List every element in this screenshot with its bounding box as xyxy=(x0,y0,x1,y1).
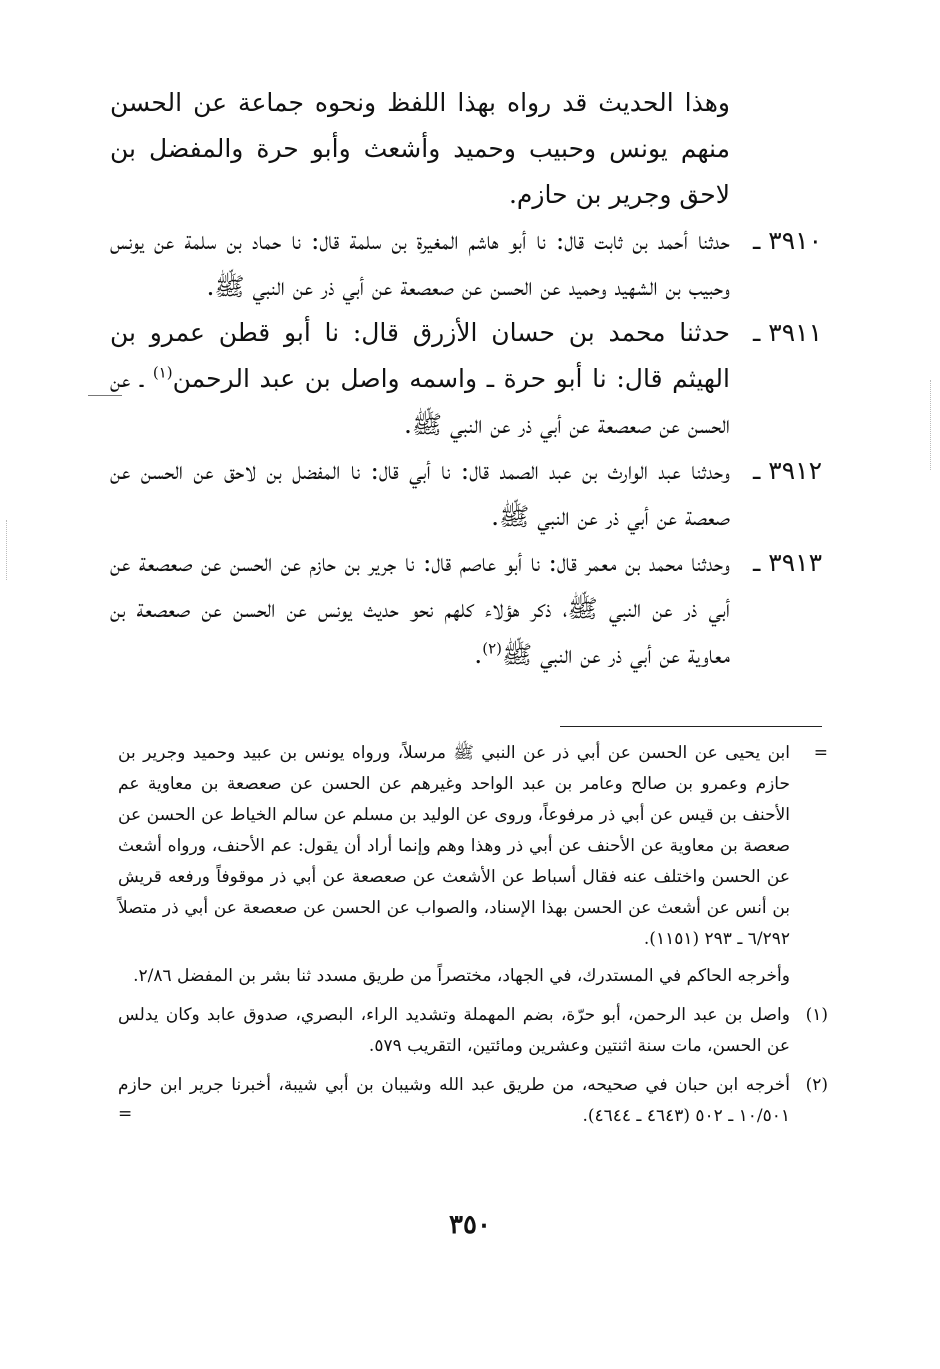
footnote-paragraph: وأخرجه الحاكم في المستدرك، في الجهاد، مختصراً من طريق مسدد ثنا بشر بن المفضل ٢/٨٦. xyxy=(133,966,790,986)
hadith-number: ٣٩١٠ ـ xyxy=(753,226,822,255)
hadith-number: ٣٩١٣ ـ xyxy=(753,548,822,577)
hadith-entry-3910 xyxy=(110,218,822,310)
hadith-text-part: . xyxy=(474,640,483,669)
intro-paragraph: وهذا الحديث قد رواه بهذا اللفظ ونحوه جماعة عن الحسن منهم يونس وحبيب وحميد وأشعث وأبو حرة والمفضل بن لاحق وجرير بن حازم. xyxy=(110,88,730,209)
footnote-ref-1: (١) xyxy=(152,363,173,382)
footnotes xyxy=(118,738,828,1132)
hadith-number: ٣٩١١ ـ xyxy=(753,318,822,347)
footnote-paragraph: ابن يحيى عن الحسن عن أبي ذر عن النبي ﷺ مرسلاً، ورواه يونس بن عبيد وحميد وجرير بن حازم وعمرو بن صالح وعامر بن عبد الواحد وغيرهم عن الحسن عن صعصعة بن معاوية عم الأحنف بن قيس عن أبي ذر مرفوعاً، وروى عن الوليد بن مسلم عن سالم الخياط عن الحسن عن صعصة بن معاوية عن الأحنف عن أبي ذر وهذا وهم وإنما أراد أن يقول: عم الأحنف، ورواه أشعث عن الحسن واختلف عنه فقال أسباط عن الأشعث عن صعصعة عن أبي ذر موقوفاً ورفعه قريش بن أنس عن أشعث عن الحسن بهذا الإسناد، والصواب عن الحسن عن صعصعة عن أبي ذر متصلاً ٦/٢٩٢ ـ ٢٩٣ (١١٥١). xyxy=(118,743,791,949)
hadith-text-part: حدثنا محمد بن حسان الأزرق قال: نا أبو قطن عمرو بن الهيثم قال: نا أبو حرة ـ واسمه واصل بن عبد الرحمن xyxy=(110,318,730,393)
footnote-2 xyxy=(118,1070,828,1132)
footnote-continuation xyxy=(118,738,828,992)
page-number: ٣٥٠ xyxy=(449,1210,491,1240)
hadith-number: ٣٩١٢ ـ xyxy=(753,456,822,485)
hadith-entry-3912 xyxy=(110,448,822,540)
footnote-separator xyxy=(560,726,822,727)
footnote-ref-2: (٢) xyxy=(482,639,502,658)
footnote-1 xyxy=(118,1000,828,1062)
hadith-entry-3913 xyxy=(110,540,822,678)
scan-artifact-dots xyxy=(930,380,933,470)
hadith-text-part: وحدثنا محمد بن معمر قال: نا أبو عاصم قال: نا جرير بن حازم عن الحسن عن صعصعة عن أبي ذر عن النبي ﷺ، ذكر هؤلاء كلهم نحو حديث يونس عن الحسن عن صعصعة بن معاوية عن أبي ذر عن النبي ﷺ xyxy=(110,548,730,669)
hadith-text: حدثنا أحمد بن ثابت قال: نا أبو هاشم المغيرة بن سلمة قال: نا حماد بن سلمة عن يونس وحبيب بن الشهيد وحميد عن الحسن عن صعصعة عن أبي ذر عن النبي ﷺ. xyxy=(110,226,730,301)
scan-artifact-line xyxy=(88,395,122,396)
continuation-marker: = xyxy=(813,743,828,763)
hadith-text-part: ـ عن الحسن عن صعصعة عن أبي ذر عن النبي ﷺ. xyxy=(110,364,730,439)
hadith-text xyxy=(110,540,730,678)
main-text xyxy=(110,80,822,678)
footnote-marker: (٢) xyxy=(805,1075,828,1095)
footnote-text: أخرجه ابن حبان في صحيحه، من طريق عبد الله وشيبان بن أبي شيبة، أخبرنا جرير ابن حازم ١٠/٥٠١ ـ ٥٠٢ (٤٦٤٣ ـ ٤٦٤٤). xyxy=(118,1075,790,1126)
footnote-text: واصل بن عبد الرحمن، أبو حرّة، بضم المهملة وتشديد الراء، البصري، صدوق عابد وكان يدلس عن الحسن، مات سنة اثنتين وعشرين ومائتين، التقريب ٥٧٩. xyxy=(118,1005,790,1056)
footnote-marker: (١) xyxy=(805,1005,828,1025)
scan-artifact-dots xyxy=(6,520,9,580)
continues-marker: = xyxy=(118,1104,133,1124)
hadith-text: وحدثنا عبد الوارث بن عبد الصمد قال: نا أبي قال: نا المفضل بن لاحق عن الحسن عن صعصة عن أبي ذر عن النبي ﷺ. xyxy=(110,456,730,531)
hadith-text xyxy=(110,310,730,448)
hadith-entry-3911 xyxy=(110,310,822,448)
